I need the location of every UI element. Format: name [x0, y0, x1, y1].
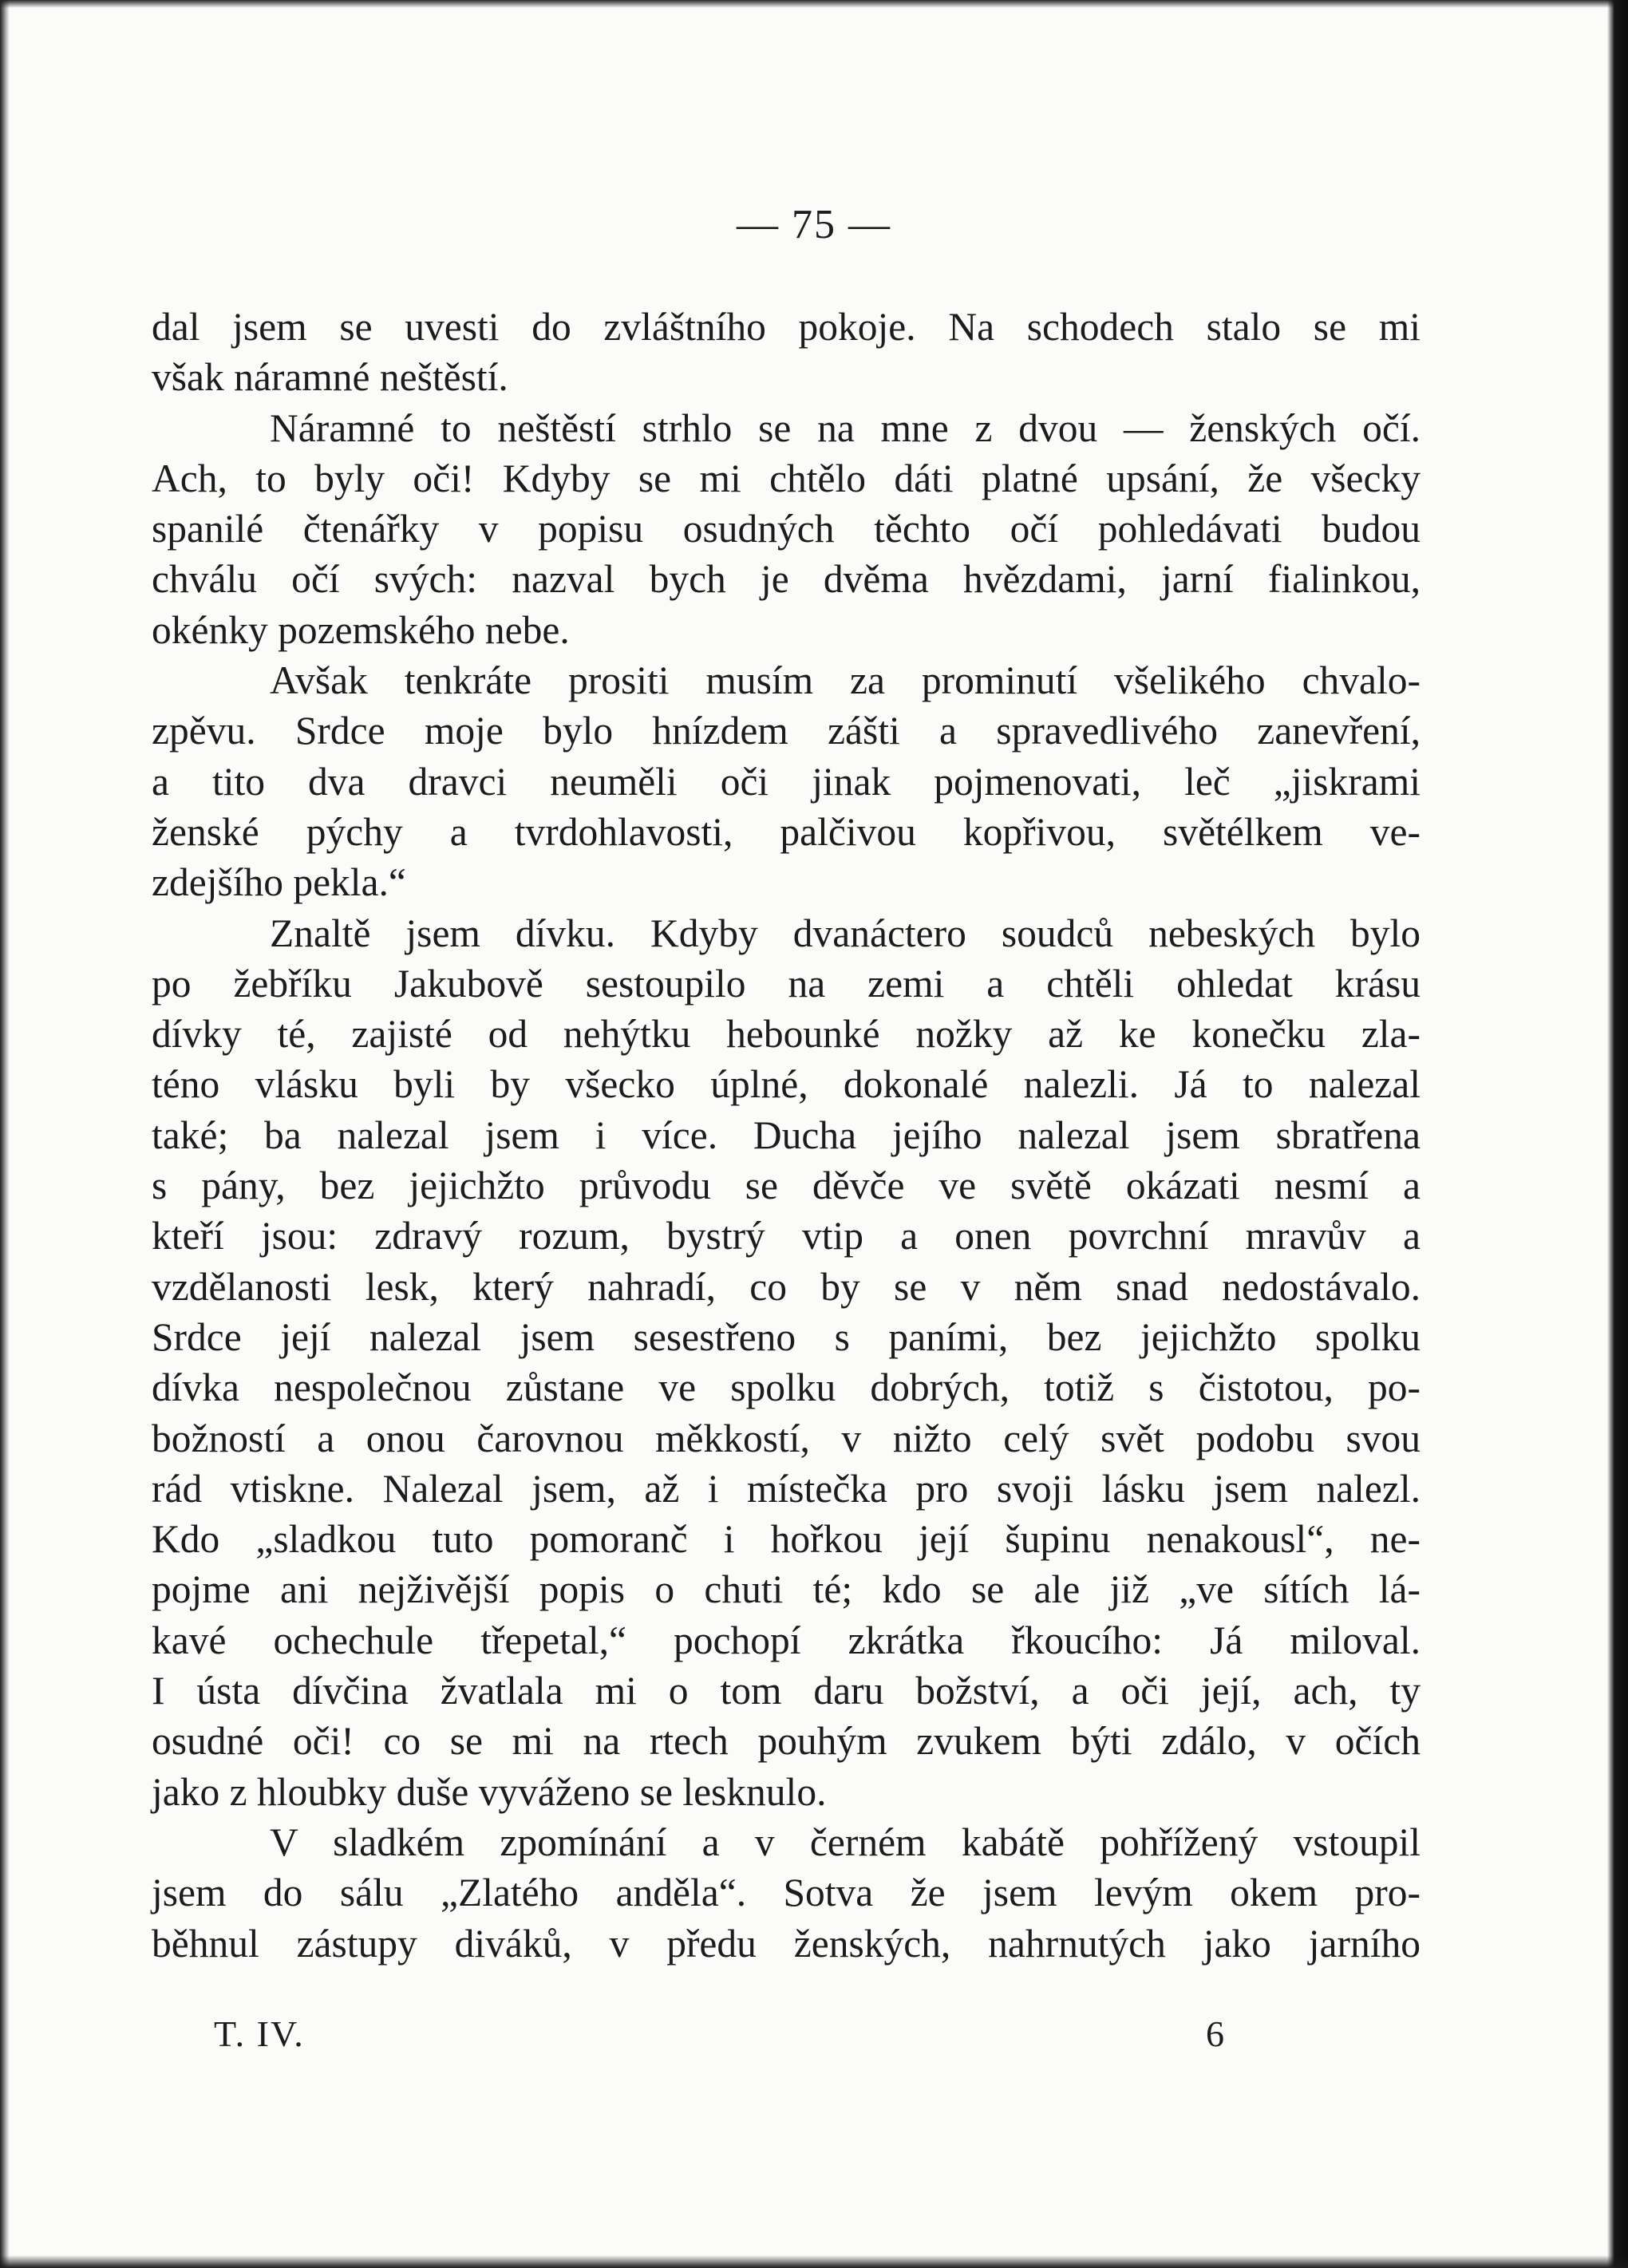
text-line: a tito dva dravci neuměli oči jinak pojmenovati, leč „jiskrami: [152, 759, 1421, 804]
scan-edge-bottom: [0, 2255, 1628, 2268]
text-line: jsem do sálu „Zlatého anděla“. Sotva že jsem levým okem pro-: [152, 1871, 1421, 1915]
text-line: pojme ani nejživější popis o chuti té; kdo se ale již „ve sítích lá-: [152, 1567, 1421, 1612]
text-line: běhnul zástupy diváků, v předu ženských, nahrnutých jako jarního: [152, 1921, 1421, 1966]
text-line: kavé ochechule třepetal,“ pochopí zkrátka řkoucího: Já miloval.: [152, 1618, 1421, 1662]
body-text: [152, 302, 1421, 1969]
sheet-number: 6: [1206, 2013, 1226, 2054]
text-line: chválu očí svých: nazval bych je dvěma hvězdami, jarní fialinkou,: [152, 557, 1421, 602]
text-line: ženské pýchy a tvrdohlavosti, palčivou kopřivou, světélkem ve-: [152, 809, 1421, 854]
text-line: Kdo „sladkou tuto pomoranč i hořkou její šupinu nenakousl“, ne-: [152, 1517, 1421, 1562]
signature-mark: T. IV.: [214, 2013, 305, 2054]
text-line: spanilé čtenářky v popisu osudných těchto očí pohledávati budou: [152, 507, 1421, 551]
text-line: I ústa dívčina žvatlala mi o tom daru božství, a oči její, ach, ty: [152, 1669, 1421, 1713]
text-line: také; ba nalezal jsem i více. Ducha jejího nalezal jsem sbratřena: [152, 1112, 1421, 1157]
text-line: Srdce její nalezal jsem sesestřeno s paními, bez jejichžto spolku: [152, 1314, 1421, 1359]
text-line: téno vlásku byli by všecko úplné, dokonalé nalezli. Já to nalezal: [152, 1062, 1421, 1107]
text-line: zpěvu. Srdce moje bylo hnízdem zášti a spravedlivého zanevření,: [152, 709, 1421, 753]
text-line: rád vtiskne. Nalezal jsem, až i místečka pro svoji lásku jsem nalezl.: [152, 1466, 1421, 1511]
text-line: po žebříku Jakubově sestoupilo na zemi a chtěli ohledat krásu: [152, 961, 1421, 1006]
text-line: kteří jsou: zdravý rozum, bystrý vtip a onen povrchní mravův a: [152, 1214, 1421, 1258]
text-line: božností a onou čarovnou měkkostí, v nižto celý svět podobu svou: [152, 1416, 1421, 1460]
text-line: vzdělanosti lesk, který nahradí, co by se v něm snad nedostávalo.: [152, 1264, 1421, 1309]
text-line: dívky té, zajisté od nehýtku hebounké nožky až ke konečku zla-: [152, 1012, 1421, 1057]
text-line: V sladkém zpomínání a v černém kabátě pohřížený vstoupil: [270, 1820, 1421, 1864]
text-line: dal jsem se uvesti do zvláštního pokoje. Na schodech stalo se mi: [152, 305, 1421, 349]
text-line: osudné oči! co se mi na rtech pouhým zvukem býti zdálo, v očích: [152, 1719, 1421, 1764]
scan-edge-left: [0, 0, 10, 2268]
page-number: — 75 —: [737, 202, 891, 247]
text-line: okénky pozemského nebe.: [152, 607, 570, 652]
text-line: jako z hloubky duše vyváženo se lesknulo.: [152, 1769, 827, 1814]
text-line: s pány, bez jejichžto průvodu se děvče ve světě okázati nesmí a: [152, 1164, 1421, 1208]
text-line: Avšak tenkráte prositi musím za prominutí všelikého chvalo-: [270, 658, 1421, 703]
scan-edge-top: [0, 0, 1628, 8]
text-line: Ach, to byly oči! Kdyby se mi chtělo dáti platné upsání, že všecky: [152, 456, 1421, 500]
text-line: Náramné to neštěstí strhlo se na mne z dvou — ženských očí.: [270, 405, 1421, 450]
text-line: Znaltě jsem dívku. Kdyby dvanáctero soudců nebeských bylo: [270, 911, 1421, 955]
page-footer: [214, 2013, 1226, 2055]
text-line: dívka nespolečnou zůstane ve spolku dobrých, totiž s čistotou, po-: [152, 1365, 1421, 1410]
text-line: však náramné neštěstí.: [152, 355, 508, 400]
scan-edge-right: [1607, 0, 1628, 2268]
text-line: zdejšího pekla.“: [152, 860, 406, 905]
